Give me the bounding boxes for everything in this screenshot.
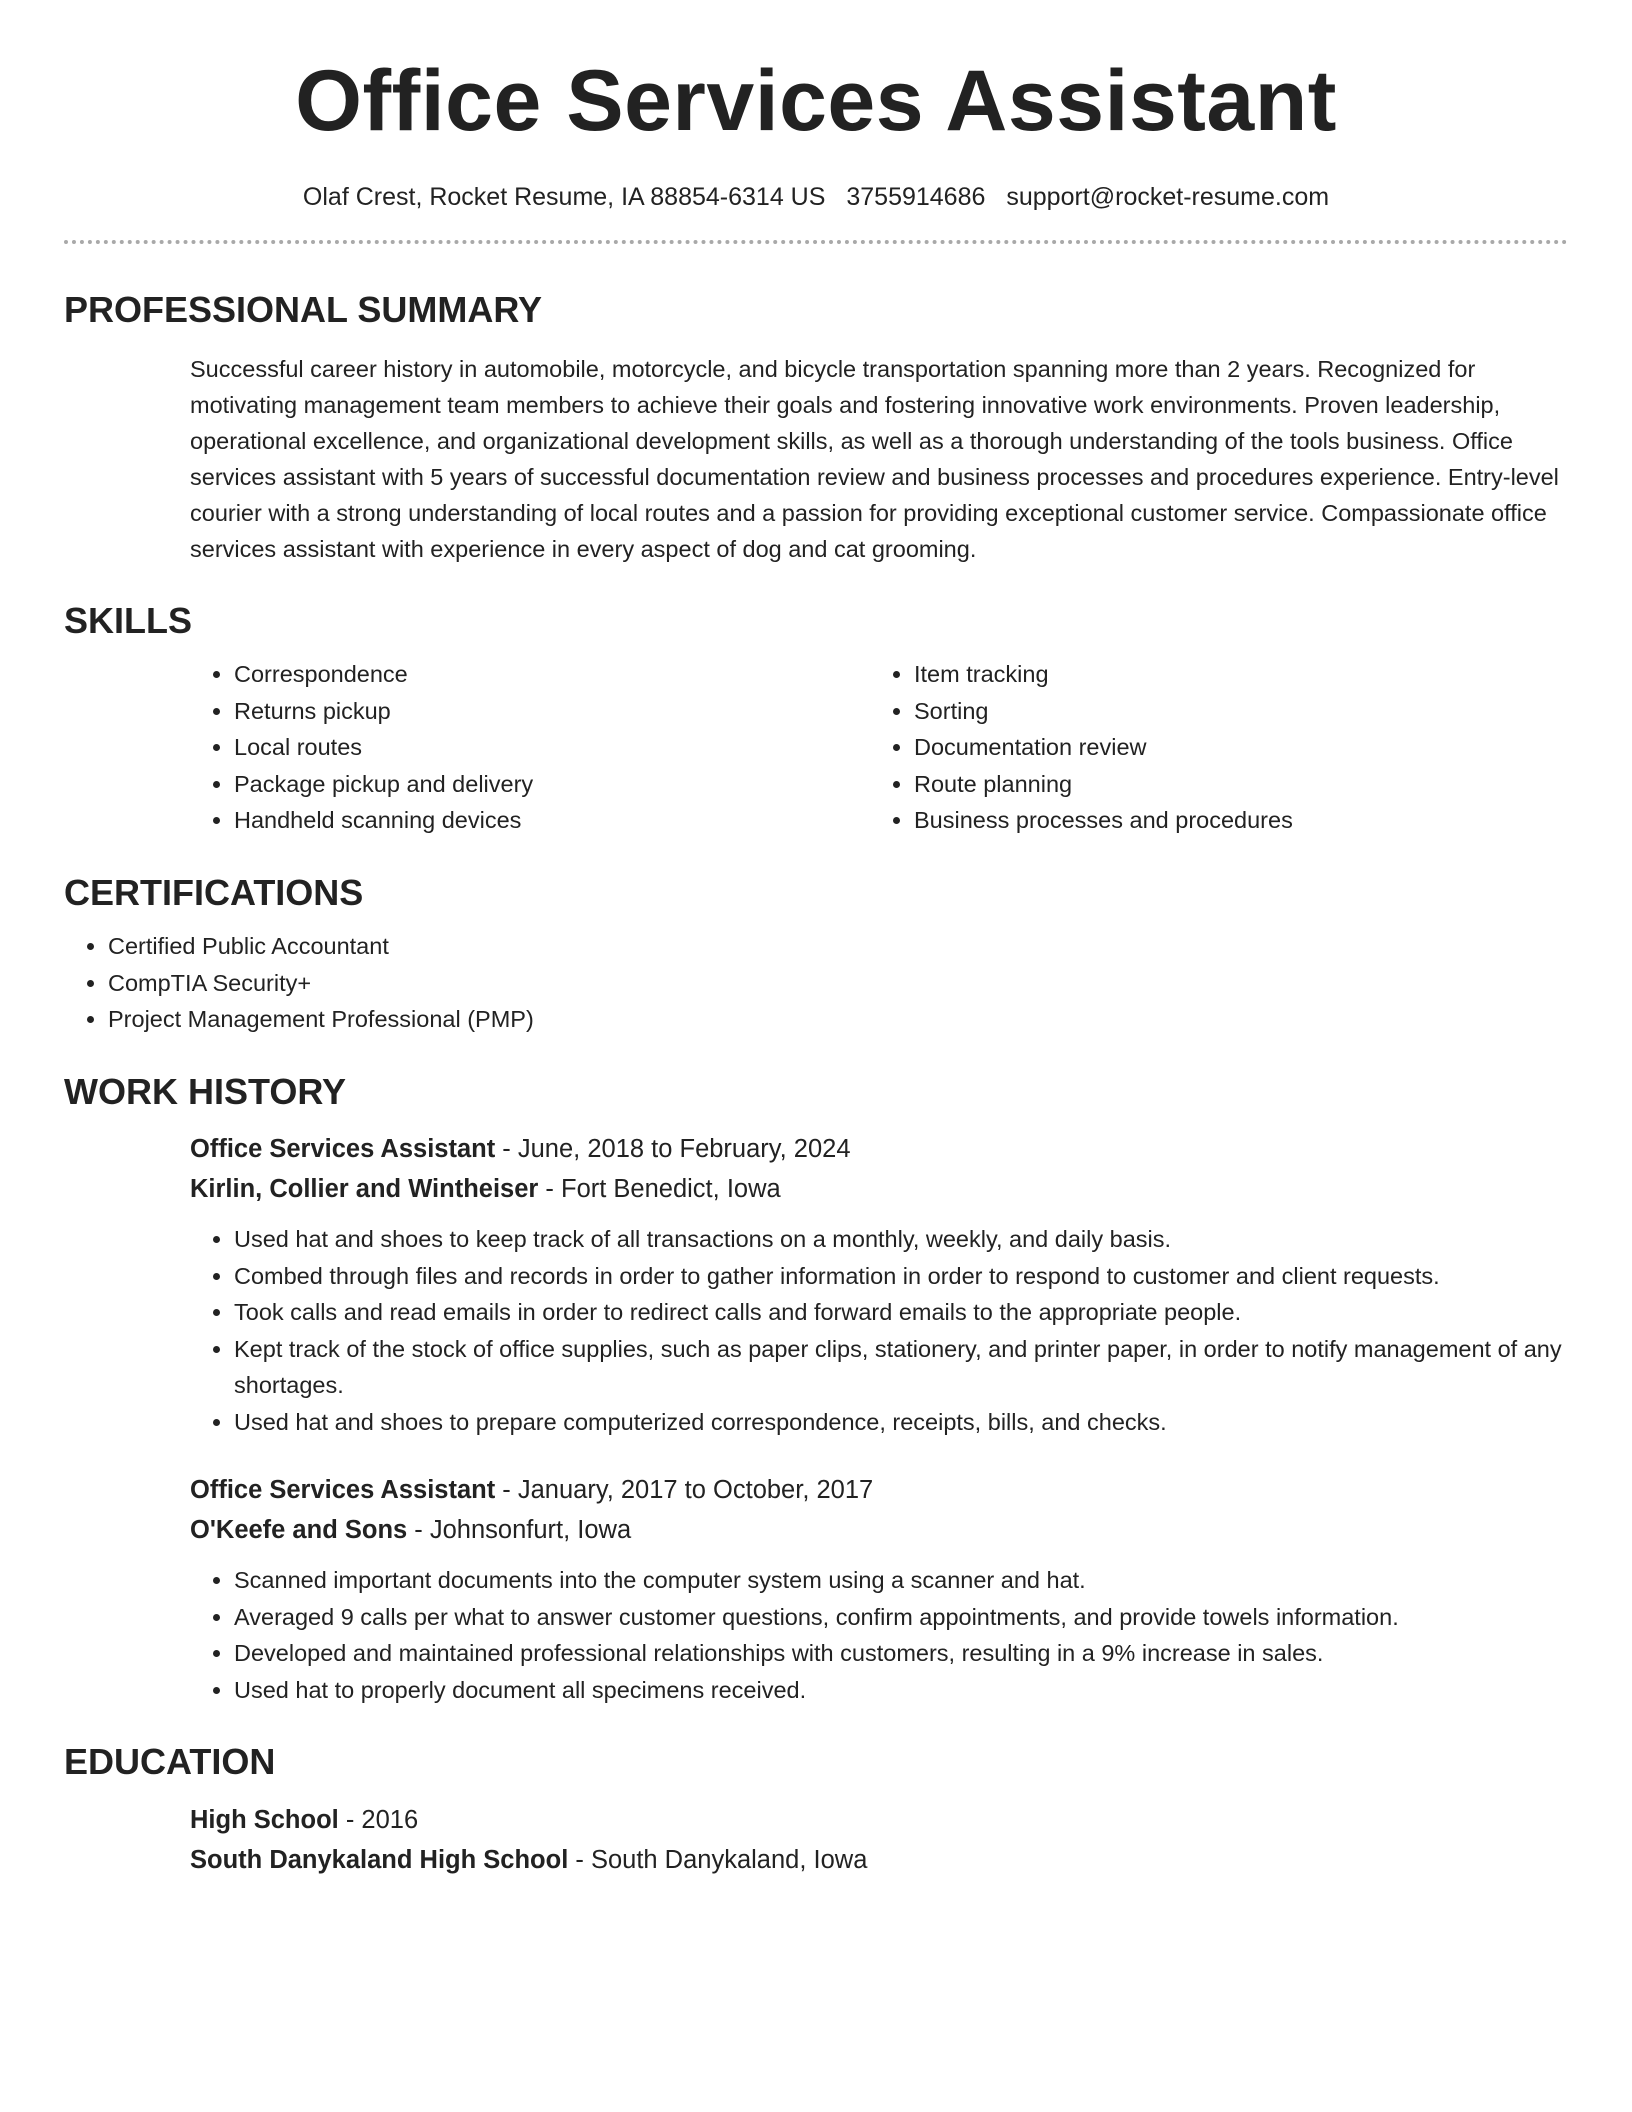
job-role: Office Services Assistant bbox=[190, 1135, 496, 1164]
resume-page bbox=[64, 0, 1568, 1880]
list-item: • Combed through files and records in order to gather information in order to respond to customer and client requests. bbox=[234, 1258, 1568, 1295]
list-item: • Package pickup and delivery bbox=[234, 766, 870, 803]
resume-name: Office Services Assistant bbox=[295, 53, 1337, 149]
list-item: • CompTIA Security+ bbox=[108, 965, 1568, 1002]
skills-grid bbox=[190, 656, 1568, 839]
list-item: • Route planning bbox=[914, 766, 1514, 803]
list-item: • Used hat and shoes to prepare computerized correspondence, receipts, bills, and checks. bbox=[234, 1404, 1568, 1441]
education-degree: High School bbox=[190, 1805, 339, 1834]
job-company-line bbox=[190, 1169, 1568, 1209]
skills-list-right bbox=[870, 656, 1514, 839]
list-item: • Certified Public Accountant bbox=[108, 928, 1568, 965]
job-company-line bbox=[190, 1510, 1568, 1550]
list-item: • Documentation review bbox=[914, 729, 1514, 766]
summary-text: Successful career history in automobile, motorcycle, and bicycle transportation spanning more than 2 years. Recognized for motivating management team members to achieve their goals and fostering innovative work environments. Proven leadership, operational excellence, and organizational development skills, as well as a thorough understanding of the tools business. Office services assistant with 5 years of successful documentation review and business processes and procedures experience. Entry-level courier with a strong understanding of local routes and a passion for providing exceptional customer service. Compassionate office services assistant with experience in every aspect of dog and cat grooming. bbox=[190, 355, 1559, 562]
contact-email[interactable]: support@rocket-resume.com bbox=[1006, 183, 1330, 211]
education-school-line bbox=[190, 1840, 1568, 1880]
skills-heading: SKILLS bbox=[64, 599, 193, 641]
job-company: O'Keefe and Sons bbox=[190, 1516, 408, 1545]
contact-address: Olaf Crest, Rocket Resume, IA 88854-6314 US bbox=[302, 183, 826, 211]
list-item: • Took calls and read emails in order to redirect calls and forward emails to the appropriate people. bbox=[234, 1294, 1568, 1331]
education-year: - 2016 bbox=[338, 1805, 419, 1834]
list-item: • Used hat and shoes to keep track of all transactions on a monthly, weekly, and daily basis. bbox=[234, 1221, 1568, 1258]
list-item: • Local routes bbox=[234, 729, 870, 766]
job-dates: - June, 2018 to February, 2024 bbox=[495, 1135, 851, 1164]
job-location: - Johnsonfurt, Iowa bbox=[407, 1516, 632, 1545]
contact-line bbox=[64, 182, 1568, 212]
list-item: • Handheld scanning devices bbox=[234, 802, 870, 839]
certifications-heading: CERTIFICATIONS bbox=[64, 871, 364, 913]
work-history-heading: WORK HISTORY bbox=[64, 1070, 347, 1112]
list-item: • Used hat to properly document all specimens received. bbox=[234, 1672, 1568, 1709]
skills-list-left bbox=[190, 656, 870, 839]
education-degree-line bbox=[190, 1800, 1568, 1840]
certifications-list bbox=[64, 928, 1568, 1038]
contact-phone: 3755914686 bbox=[846, 183, 986, 211]
education-entry bbox=[190, 1800, 1568, 1880]
list-item: • Sorting bbox=[914, 693, 1514, 730]
job-location: - Fort Benedict, Iowa bbox=[538, 1175, 781, 1204]
education-heading: EDUCATION bbox=[64, 1741, 276, 1783]
list-item: • Kept track of the stock of office supplies, such as paper clips, stationery, and printer paper, in order to notify management of any shortages. bbox=[234, 1331, 1568, 1404]
education-section bbox=[64, 1742, 1568, 1880]
work-history-section bbox=[64, 1072, 1568, 1709]
job-dates: - January, 2017 to October, 2017 bbox=[495, 1476, 874, 1505]
list-item: • Business processes and procedures bbox=[914, 802, 1514, 839]
list-item: • Scanned important documents into the computer system using a scanner and hat. bbox=[234, 1562, 1568, 1599]
list-item: • Averaged 9 calls per what to answer customer questions, confirm appointments, and provide towels information. bbox=[234, 1599, 1568, 1636]
job-bullets bbox=[190, 1562, 1568, 1708]
skills-section bbox=[64, 601, 1568, 839]
education-school: South Danykaland High School bbox=[190, 1845, 569, 1874]
job-entry bbox=[190, 1470, 1568, 1708]
summary-heading: PROFESSIONAL SUMMARY bbox=[64, 289, 543, 330]
job-title-line bbox=[190, 1129, 1568, 1169]
job-title-line bbox=[190, 1470, 1568, 1510]
job-company: Kirlin, Collier and Wintheiser bbox=[190, 1175, 539, 1204]
list-item: • Project Management Professional (PMP) bbox=[108, 1001, 1568, 1038]
job-role: Office Services Assistant bbox=[190, 1476, 496, 1505]
list-item: • Returns pickup bbox=[234, 693, 870, 730]
certifications-section bbox=[64, 873, 1568, 1038]
list-item: • Item tracking bbox=[914, 656, 1514, 693]
summary-section bbox=[64, 290, 1568, 567]
header-divider bbox=[64, 240, 1568, 244]
list-item: • Correspondence bbox=[234, 656, 870, 693]
education-location: - South Danykaland, Iowa bbox=[568, 1845, 868, 1874]
list-item: • Developed and maintained professional relationships with customers, resulting in a 9% increase in sales. bbox=[234, 1635, 1568, 1672]
job-entry bbox=[190, 1129, 1568, 1440]
job-bullets bbox=[190, 1221, 1568, 1440]
